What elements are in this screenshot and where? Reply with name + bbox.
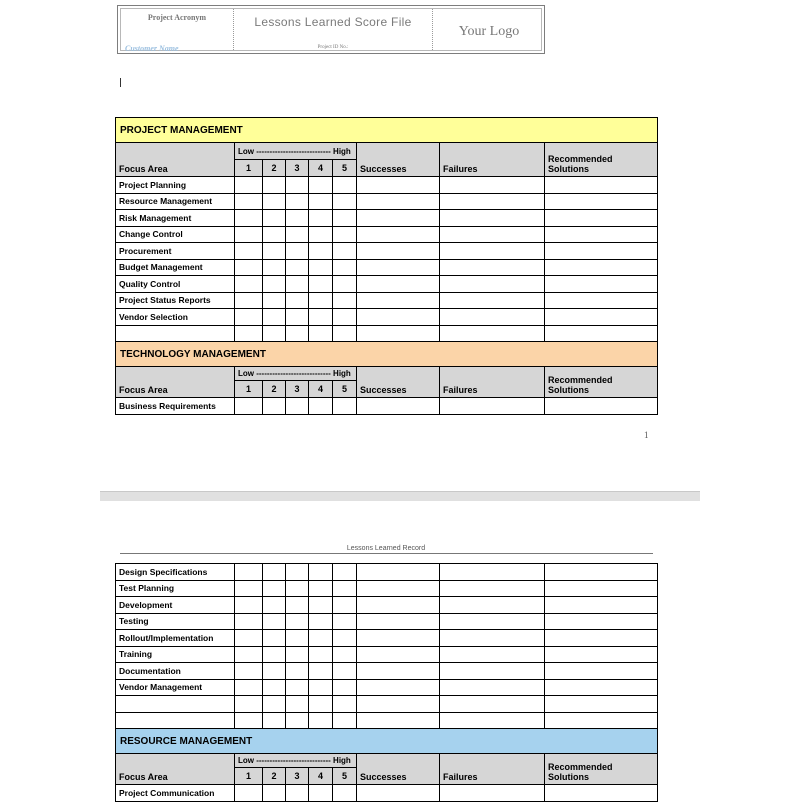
focus-area-cell[interactable]: Risk Management xyxy=(116,210,235,227)
page2-running-header: Lessons Learned Record xyxy=(346,545,426,552)
successes-cell[interactable] xyxy=(357,597,440,614)
rows xyxy=(116,398,658,415)
successes-cell[interactable] xyxy=(357,398,440,415)
score-5-cell[interactable] xyxy=(333,630,357,647)
score-1-cell[interactable] xyxy=(235,712,263,729)
table-row xyxy=(116,712,658,729)
successes-cell[interactable] xyxy=(357,613,440,630)
score-5-cell[interactable] xyxy=(333,243,357,260)
header-line: Recommended xyxy=(548,154,613,164)
score-3-cell[interactable] xyxy=(286,597,309,614)
focus-area-cell[interactable]: Training xyxy=(116,646,235,663)
score-3-cell[interactable] xyxy=(286,177,309,194)
column-header-row xyxy=(116,754,658,768)
section-title: RESOURCE MANAGEMENT xyxy=(116,729,658,754)
table-row xyxy=(116,580,658,597)
focus-area-cell[interactable]: Design Specifications xyxy=(116,564,235,581)
score-5-cell[interactable] xyxy=(333,259,357,276)
score-2-cell[interactable] xyxy=(263,193,286,210)
score-1-cell[interactable] xyxy=(235,193,263,210)
successes-cell[interactable] xyxy=(357,696,440,713)
score-3-cell[interactable] xyxy=(286,243,309,260)
focus-area-cell[interactable]: Project Status Reports xyxy=(116,292,235,309)
score-2-cell[interactable] xyxy=(263,646,286,663)
document-header xyxy=(117,5,545,54)
focus-area-cell[interactable]: Quality Control xyxy=(116,276,235,293)
focus-area-cell[interactable]: Resource Management xyxy=(116,193,235,210)
score-1-header: 1 xyxy=(235,160,263,177)
failures-header: Failures xyxy=(440,367,545,398)
score-3-cell[interactable] xyxy=(286,580,309,597)
table-row xyxy=(116,193,658,210)
score-2-cell[interactable] xyxy=(263,276,286,293)
focus-area-cell[interactable]: Documentation xyxy=(116,663,235,680)
page2-header-rule xyxy=(120,553,653,554)
score-2-cell[interactable] xyxy=(263,712,286,729)
score-4-cell[interactable] xyxy=(309,243,333,260)
score-1-cell[interactable] xyxy=(235,580,263,597)
score-4-header: 4 xyxy=(309,381,333,398)
score-3-cell[interactable] xyxy=(286,679,309,696)
page-number: 1 xyxy=(644,430,649,440)
section-header-technology-management xyxy=(116,342,658,367)
table-row xyxy=(116,259,658,276)
failures-cell[interactable] xyxy=(440,679,545,696)
score-5-cell[interactable] xyxy=(333,309,357,326)
failures-cell[interactable] xyxy=(440,580,545,597)
successes-cell[interactable] xyxy=(357,630,440,647)
score-table-page1 xyxy=(115,117,658,415)
focus-area-cell[interactable] xyxy=(116,696,235,713)
recommended-solutions-cell[interactable] xyxy=(545,712,658,729)
score-4-cell[interactable] xyxy=(309,398,333,415)
score-3-cell[interactable] xyxy=(286,564,309,581)
recommended-solutions-cell[interactable] xyxy=(545,292,658,309)
table-row xyxy=(116,243,658,260)
score-1-cell[interactable] xyxy=(235,646,263,663)
score-1-cell[interactable] xyxy=(235,663,263,680)
page-break xyxy=(100,491,700,501)
focus-area-cell[interactable]: Development xyxy=(116,597,235,614)
rows xyxy=(116,785,658,802)
table-row xyxy=(116,398,658,415)
score-2-cell[interactable] xyxy=(263,325,286,342)
table-row xyxy=(116,292,658,309)
score-2-cell[interactable] xyxy=(263,226,286,243)
score-5-cell[interactable] xyxy=(333,177,357,194)
failures-cell[interactable] xyxy=(440,712,545,729)
successes-cell[interactable] xyxy=(357,309,440,326)
recommended-solutions-header xyxy=(545,754,658,785)
score-4-cell[interactable] xyxy=(309,193,333,210)
focus-area-cell[interactable]: Change Control xyxy=(116,226,235,243)
table-row xyxy=(116,597,658,614)
table-row xyxy=(116,325,658,342)
score-5-cell[interactable] xyxy=(333,679,357,696)
failures-cell[interactable] xyxy=(440,309,545,326)
score-3-cell[interactable] xyxy=(286,398,309,415)
recommended-solutions-cell[interactable] xyxy=(545,177,658,194)
score-2-cell[interactable] xyxy=(263,292,286,309)
column-header-row xyxy=(116,367,658,381)
recommended-solutions-cell[interactable] xyxy=(545,696,658,713)
failures-cell[interactable] xyxy=(440,259,545,276)
score-4-cell[interactable] xyxy=(309,580,333,597)
score-5-cell[interactable] xyxy=(333,696,357,713)
failures-cell[interactable] xyxy=(440,243,545,260)
failures-cell[interactable] xyxy=(440,696,545,713)
score-1-cell[interactable] xyxy=(235,243,263,260)
score-3-cell[interactable] xyxy=(286,226,309,243)
rows xyxy=(116,177,658,342)
score-4-cell[interactable] xyxy=(309,309,333,326)
score-4-header: 4 xyxy=(309,768,333,785)
score-3-cell[interactable] xyxy=(286,325,309,342)
recommended-solutions-cell[interactable] xyxy=(545,613,658,630)
table-row xyxy=(116,276,658,293)
score-1-cell[interactable] xyxy=(235,210,263,227)
focus-area-header: Focus Area xyxy=(116,754,235,785)
score-5-cell[interactable] xyxy=(333,580,357,597)
table-row xyxy=(116,564,658,581)
scale-header: Low ---------------------------- High xyxy=(235,367,357,381)
scale-header: Low ---------------------------- High xyxy=(235,754,357,768)
score-3-cell[interactable] xyxy=(286,292,309,309)
score-4-cell[interactable] xyxy=(309,630,333,647)
score-1-cell[interactable] xyxy=(235,679,263,696)
failures-cell[interactable] xyxy=(440,597,545,614)
recommended-solutions-cell[interactable] xyxy=(545,597,658,614)
recommended-solutions-cell[interactable] xyxy=(545,259,658,276)
score-2-cell[interactable] xyxy=(263,630,286,647)
score-3-cell[interactable] xyxy=(286,193,309,210)
section-title: TECHNOLOGY MANAGEMENT xyxy=(116,342,658,367)
focus-area-cell[interactable]: Rollout/Implementation xyxy=(116,630,235,647)
score-2-header: 2 xyxy=(263,768,286,785)
focus-area-cell[interactable]: Project Planning xyxy=(116,177,235,194)
score-2-cell[interactable] xyxy=(263,398,286,415)
score-4-cell[interactable] xyxy=(309,696,333,713)
table-row xyxy=(116,177,658,194)
score-5-cell[interactable] xyxy=(333,226,357,243)
focus-area-cell[interactable]: Budget Management xyxy=(116,259,235,276)
table-row xyxy=(116,785,658,802)
successes-cell[interactable] xyxy=(357,226,440,243)
score-2-cell[interactable] xyxy=(263,564,286,581)
failures-header: Failures xyxy=(440,754,545,785)
score-4-cell[interactable] xyxy=(309,785,333,802)
score-2-cell[interactable] xyxy=(263,309,286,326)
score-2-cell[interactable] xyxy=(263,210,286,227)
score-1-header: 1 xyxy=(235,768,263,785)
successes-cell[interactable] xyxy=(357,177,440,194)
score-3-cell[interactable] xyxy=(286,210,309,227)
focus-area-header: Focus Area xyxy=(116,143,235,177)
header-line: Recommended xyxy=(548,375,613,385)
successes-cell[interactable] xyxy=(357,243,440,260)
focus-area-cell[interactable]: Project Communication xyxy=(116,785,235,802)
score-1-cell[interactable] xyxy=(235,398,263,415)
successes-cell[interactable] xyxy=(357,276,440,293)
score-3-header: 3 xyxy=(286,160,309,177)
successes-cell[interactable] xyxy=(357,325,440,342)
score-5-cell[interactable] xyxy=(333,398,357,415)
table-row xyxy=(116,309,658,326)
text-cursor xyxy=(120,78,121,87)
rows xyxy=(116,564,658,729)
failures-cell[interactable] xyxy=(440,663,545,680)
successes-cell[interactable] xyxy=(357,712,440,729)
recommended-solutions-cell[interactable] xyxy=(545,210,658,227)
table-row xyxy=(116,663,658,680)
failures-cell[interactable] xyxy=(440,210,545,227)
successes-cell[interactable] xyxy=(357,679,440,696)
recommended-solutions-cell[interactable] xyxy=(545,564,658,581)
score-3-cell[interactable] xyxy=(286,309,309,326)
score-3-cell[interactable] xyxy=(286,630,309,647)
score-1-cell[interactable] xyxy=(235,696,263,713)
project-id[interactable]: Project ID No.: xyxy=(317,45,349,50)
recommended-solutions-cell[interactable] xyxy=(545,646,658,663)
score-table-page2 xyxy=(115,563,658,802)
successes-cell[interactable] xyxy=(357,785,440,802)
score-2-cell[interactable] xyxy=(263,580,286,597)
failures-cell[interactable] xyxy=(440,646,545,663)
score-5-cell[interactable] xyxy=(333,276,357,293)
failures-cell[interactable] xyxy=(440,226,545,243)
score-5-cell[interactable] xyxy=(333,663,357,680)
focus-area-header: Focus Area xyxy=(116,367,235,398)
score-4-cell[interactable] xyxy=(309,276,333,293)
logo-placeholder[interactable]: Your Logo xyxy=(458,24,520,39)
score-1-cell[interactable] xyxy=(235,226,263,243)
scale-header: Low ---------------------------- High xyxy=(235,143,357,160)
score-3-cell[interactable] xyxy=(286,696,309,713)
failures-cell[interactable] xyxy=(440,398,545,415)
section-header-resource-management xyxy=(116,729,658,754)
recommended-solutions-cell[interactable] xyxy=(545,679,658,696)
score-1-cell[interactable] xyxy=(235,630,263,647)
score-1-header: 1 xyxy=(235,381,263,398)
score-4-cell[interactable] xyxy=(309,325,333,342)
score-3-cell[interactable] xyxy=(286,613,309,630)
table-row xyxy=(116,679,658,696)
score-5-cell[interactable] xyxy=(333,325,357,342)
score-4-cell[interactable] xyxy=(309,613,333,630)
score-2-cell[interactable] xyxy=(263,177,286,194)
score-5-cell[interactable] xyxy=(333,646,357,663)
focus-area-cell[interactable]: Test Planning xyxy=(116,580,235,597)
score-5-cell[interactable] xyxy=(333,564,357,581)
header-line: Solutions xyxy=(548,772,589,782)
score-5-cell[interactable] xyxy=(333,597,357,614)
header-line: Recommended xyxy=(548,762,613,772)
score-4-cell[interactable] xyxy=(309,226,333,243)
score-4-cell[interactable] xyxy=(309,646,333,663)
score-5-header: 5 xyxy=(333,160,357,177)
score-2-header: 2 xyxy=(263,160,286,177)
successes-header: Successes xyxy=(357,143,440,177)
successes-cell[interactable] xyxy=(357,193,440,210)
failures-cell[interactable] xyxy=(440,613,545,630)
header-line: Solutions xyxy=(548,385,589,395)
recommended-solutions-cell[interactable] xyxy=(545,785,658,802)
recommended-solutions-cell[interactable] xyxy=(545,226,658,243)
score-1-cell[interactable] xyxy=(235,177,263,194)
failures-cell[interactable] xyxy=(440,785,545,802)
score-4-cell[interactable] xyxy=(309,177,333,194)
failures-header: Failures xyxy=(440,143,545,177)
score-5-cell[interactable] xyxy=(333,712,357,729)
focus-area-cell[interactable] xyxy=(116,712,235,729)
recommended-solutions-header xyxy=(545,367,658,398)
table-row xyxy=(116,630,658,647)
failures-cell[interactable] xyxy=(440,564,545,581)
failures-cell[interactable] xyxy=(440,292,545,309)
score-5-cell[interactable] xyxy=(333,785,357,802)
recommended-solutions-cell[interactable] xyxy=(545,630,658,647)
successes-cell[interactable] xyxy=(357,210,440,227)
project-acronym[interactable]: Project Acronym xyxy=(147,13,207,22)
successes-cell[interactable] xyxy=(357,646,440,663)
score-4-cell[interactable] xyxy=(309,597,333,614)
recommended-solutions-cell[interactable] xyxy=(545,193,658,210)
score-1-cell[interactable] xyxy=(235,564,263,581)
score-2-cell[interactable] xyxy=(263,663,286,680)
table-row xyxy=(116,226,658,243)
score-3-cell[interactable] xyxy=(286,646,309,663)
score-3-cell[interactable] xyxy=(286,712,309,729)
section-header-project-management xyxy=(116,118,658,143)
score-5-cell[interactable] xyxy=(333,613,357,630)
score-1-cell[interactable] xyxy=(235,325,263,342)
successes-cell[interactable] xyxy=(357,663,440,680)
score-3-cell[interactable] xyxy=(286,785,309,802)
focus-area-cell[interactable]: Vendor Selection xyxy=(116,309,235,326)
score-3-header: 3 xyxy=(286,768,309,785)
score-1-cell[interactable] xyxy=(235,309,263,326)
score-3-cell[interactable] xyxy=(286,276,309,293)
score-2-cell[interactable] xyxy=(263,259,286,276)
successes-cell[interactable] xyxy=(357,580,440,597)
score-4-cell[interactable] xyxy=(309,564,333,581)
recommended-solutions-cell[interactable] xyxy=(545,309,658,326)
score-1-cell[interactable] xyxy=(235,597,263,614)
failures-cell[interactable] xyxy=(440,630,545,647)
score-4-cell[interactable] xyxy=(309,210,333,227)
score-2-cell[interactable] xyxy=(263,696,286,713)
score-2-cell[interactable] xyxy=(263,597,286,614)
score-2-cell[interactable] xyxy=(263,613,286,630)
focus-area-cell[interactable]: Testing xyxy=(116,613,235,630)
failures-cell[interactable] xyxy=(440,193,545,210)
failures-cell[interactable] xyxy=(440,325,545,342)
score-3-cell[interactable] xyxy=(286,259,309,276)
recommended-solutions-cell[interactable] xyxy=(545,663,658,680)
successes-cell[interactable] xyxy=(357,259,440,276)
score-5-cell[interactable] xyxy=(333,210,357,227)
customer-name[interactable]: Customer Name xyxy=(125,44,179,53)
header-frame xyxy=(120,8,542,51)
table-row xyxy=(116,210,658,227)
focus-area-cell[interactable] xyxy=(116,325,235,342)
document-title: Lessons Learned Score File xyxy=(254,15,412,29)
score-1-cell[interactable] xyxy=(235,785,263,802)
score-4-cell[interactable] xyxy=(309,663,333,680)
score-2-cell[interactable] xyxy=(263,785,286,802)
table-row xyxy=(116,613,658,630)
score-2-cell[interactable] xyxy=(263,243,286,260)
score-2-header: 2 xyxy=(263,381,286,398)
column-header-row xyxy=(116,143,658,160)
section-title: PROJECT MANAGEMENT xyxy=(116,118,658,143)
score-5-header: 5 xyxy=(333,768,357,785)
score-4-cell[interactable] xyxy=(309,679,333,696)
score-5-header: 5 xyxy=(333,381,357,398)
score-3-header: 3 xyxy=(286,381,309,398)
score-5-cell[interactable] xyxy=(333,292,357,309)
recommended-solutions-header xyxy=(545,143,658,177)
focus-area-cell[interactable]: Vendor Management xyxy=(116,679,235,696)
table-row xyxy=(116,646,658,663)
score-3-cell[interactable] xyxy=(286,663,309,680)
score-1-cell[interactable] xyxy=(235,613,263,630)
successes-header: Successes xyxy=(357,754,440,785)
successes-header: Successes xyxy=(357,367,440,398)
score-1-cell[interactable] xyxy=(235,276,263,293)
failures-cell[interactable] xyxy=(440,276,545,293)
score-5-cell[interactable] xyxy=(333,193,357,210)
score-2-cell[interactable] xyxy=(263,679,286,696)
failures-cell[interactable] xyxy=(440,177,545,194)
table-row xyxy=(116,696,658,713)
score-4-cell[interactable] xyxy=(309,712,333,729)
focus-area-cell[interactable]: Procurement xyxy=(116,243,235,260)
recommended-solutions-cell[interactable] xyxy=(545,243,658,260)
score-1-cell[interactable] xyxy=(235,292,263,309)
successes-cell[interactable] xyxy=(357,564,440,581)
focus-area-cell[interactable]: Business Requirements xyxy=(116,398,235,415)
score-4-cell[interactable] xyxy=(309,259,333,276)
score-4-cell[interactable] xyxy=(309,292,333,309)
score-1-cell[interactable] xyxy=(235,259,263,276)
recommended-solutions-cell[interactable] xyxy=(545,398,658,415)
recommended-solutions-cell[interactable] xyxy=(545,325,658,342)
recommended-solutions-cell[interactable] xyxy=(545,276,658,293)
successes-cell[interactable] xyxy=(357,292,440,309)
score-4-header: 4 xyxy=(309,160,333,177)
header-line: Solutions xyxy=(548,164,589,174)
recommended-solutions-cell[interactable] xyxy=(545,580,658,597)
